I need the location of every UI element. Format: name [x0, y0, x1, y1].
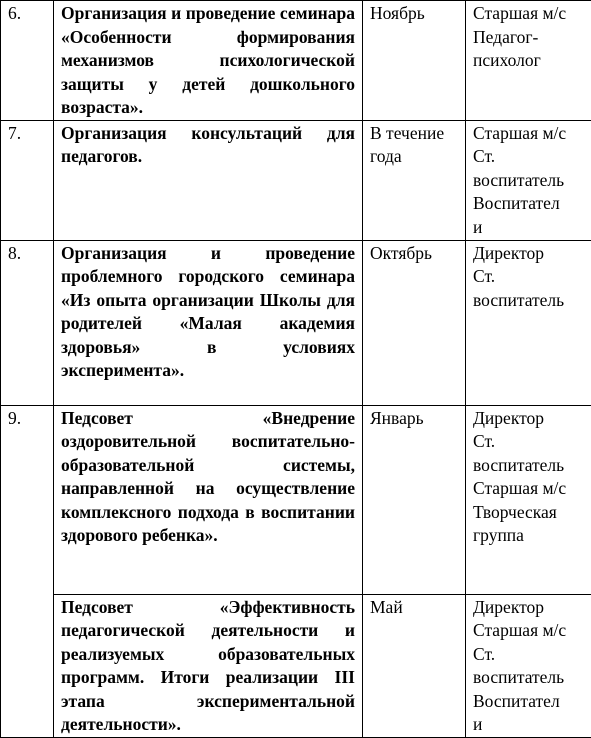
table-row: [1, 120, 591, 240]
event-date: Октябрь: [363, 240, 466, 405]
responsible-line: Ст.: [473, 145, 584, 169]
responsible-line: воспитатель: [473, 169, 584, 193]
table-row: [1, 240, 591, 405]
responsible-line: группа: [473, 524, 584, 548]
responsible-cell: [466, 240, 591, 405]
responsible-line: воспитатель: [473, 289, 584, 313]
responsible-line: Ст.: [473, 430, 584, 454]
table-row: [1, 1, 591, 121]
responsible-line: Ст.: [473, 643, 584, 667]
responsible-cell: [466, 405, 591, 594]
event-description: Организация и проведение проблемного городского семинара «Из опыта организации Школы для родителей «Малая академия здоровья» в условиях эксперимента».: [54, 240, 363, 405]
table-row: [1, 594, 591, 737]
responsible-line: Старшая м/с: [473, 619, 584, 643]
event-description: Педсовет «Эффективность педагогической деятельности и реализуемых образовательных программ. Итоги реализации III этапа экспериментальной деятельности».: [54, 594, 363, 737]
table-row: [1, 405, 591, 594]
responsible-cell: [466, 1, 591, 121]
responsible-line: психолог: [473, 49, 584, 73]
event-date: Ноябрь: [363, 1, 466, 121]
responsible-line: Ст.: [473, 265, 584, 289]
responsible-line: Старшая м/с: [473, 2, 584, 26]
event-description: Педсовет «Внедрение оздоровительной воспитательно-образовательной системы, направленной на осуществление комплексного подхода в воспитании здорового ребенка».: [54, 405, 363, 594]
responsible-line: Директор: [473, 407, 584, 431]
responsible-line: Старшая м/с: [473, 122, 584, 146]
responsible-line: Воспитател: [473, 192, 584, 216]
event-date: Май: [363, 594, 466, 737]
event-description: Организация консультаций для педагогов.: [54, 120, 363, 240]
responsible-line: воспитатель: [473, 454, 584, 478]
responsible-cell: [466, 594, 591, 737]
responsible-line: Директор: [473, 242, 584, 266]
responsible-line: Педагог-: [473, 26, 584, 50]
event-date: Январь: [363, 405, 466, 594]
row-number: 9.: [1, 405, 54, 737]
responsible-line: и: [473, 713, 584, 737]
row-number: 6.: [1, 1, 54, 121]
responsible-line: Творческая: [473, 501, 584, 525]
responsible-line: и: [473, 216, 584, 240]
responsible-line: воспитатель: [473, 666, 584, 690]
responsible-cell: [466, 120, 591, 240]
responsible-line: Воспитател: [473, 690, 584, 714]
event-description: Организация и проведение семинара «Особенности формирования механизмов психологической защиты у детей дошкольного возраста».: [54, 1, 363, 121]
event-date: В течение года: [363, 120, 466, 240]
row-number: 7.: [1, 120, 54, 240]
responsible-line: Старшая м/с: [473, 477, 584, 501]
row-number: 8.: [1, 240, 54, 405]
responsible-line: Директор: [473, 596, 584, 620]
